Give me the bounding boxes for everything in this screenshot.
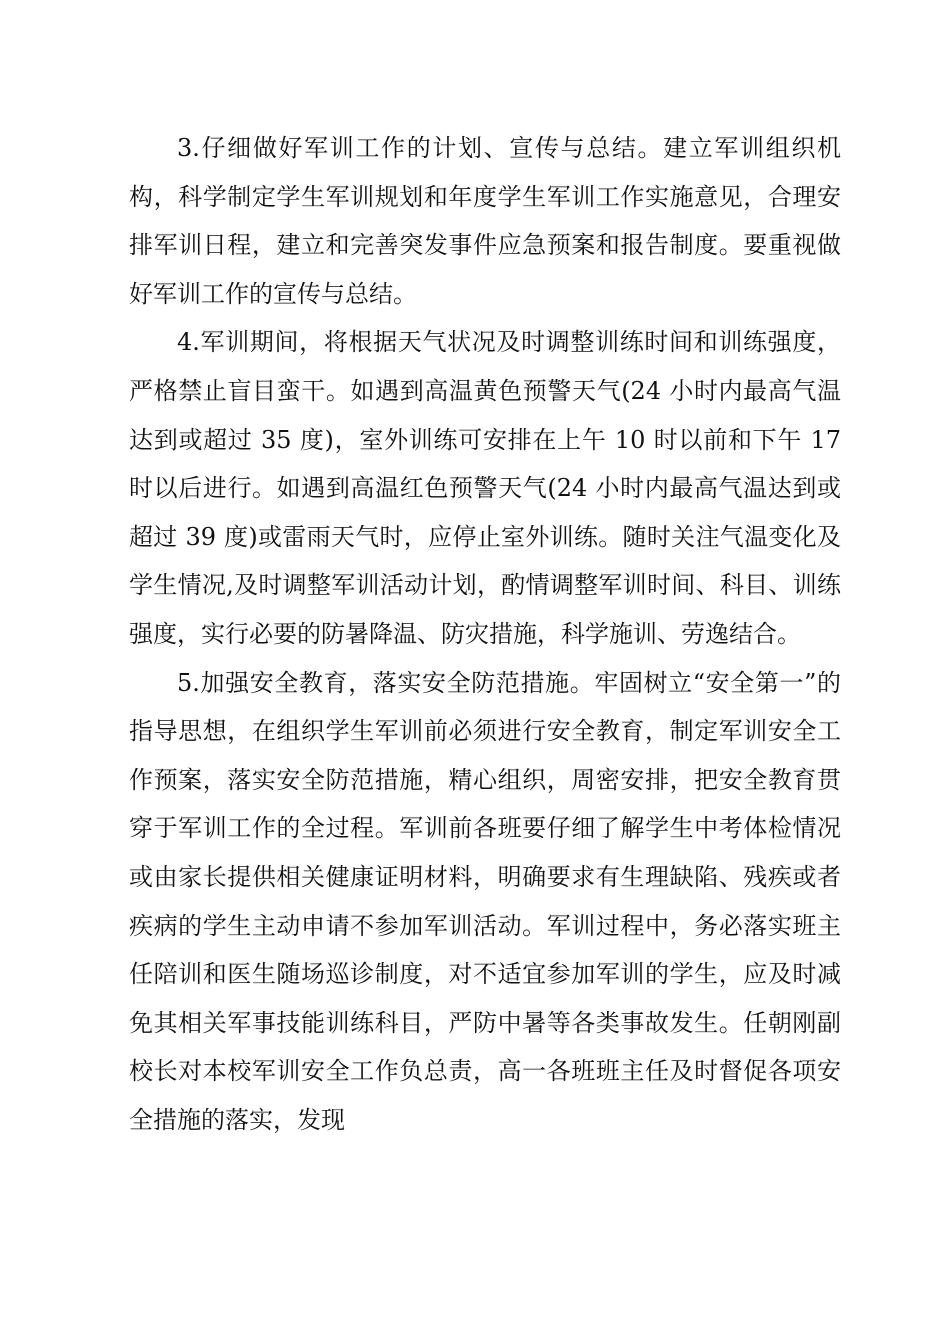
paragraph-4-weather: 4.军训期间，将根据天气状况及时调整训练时间和训练强度，严格禁止盲目蛮干。如遇到高温黄色预警天气(24 小时内最高气温达到或超过 35 度)，室外训练可安排在上午 10 时以前和下午 17 时以后进行。如遇到高温红色预警天气(24 小时内最高气温达到或超过 39 度)或雷雨天气时，应停止室外训练。随时关注气温变化及学生情况,及时调整军训活动计划，酌情调整军训时间、科目、训练强度，实行必要的防暑降温、防灾措施，科学施训、劳逸结合。	[129, 328, 841, 648]
paragraph-5-safety: 5.加强安全教育，落实安全防范措施。牢固树立“安全第一”的指导思想，在组织学生军训前必须进行安全教育，制定军训安全工作预案，落实安全防范措施，精心组织，周密安排，把安全教育贯穿于军训工作的全过程。军训前各班要仔细了解学生中考体检情况或由家长提供相关健康证明材料，明确要求有生理缺陷、残疾或者疾病的学生主动申请不参加军训活动。军训过程中，务必落实班主任陪训和医生随场巡诊制度，对不适宜参加军训的学生，应及时减免其相关军事技能训练科目，严防中暑等各类事故发生。任朝刚副校长对本校军训安全工作负总责，高一各班班主任及时督促各项安全措施的落实，发现	[129, 668, 841, 1134]
paragraph-3-planning: 3.仔细做好军训工作的计划、宣传与总结。建立军训组织机构，科学制定学生军训规划和年度学生军训工作实施意见，合理安排军训日程，建立和完善突发事件应急预案和报告制度。要重视做好军训工作的宣传与总结。	[129, 134, 841, 308]
document-body	[129, 124, 841, 1144]
